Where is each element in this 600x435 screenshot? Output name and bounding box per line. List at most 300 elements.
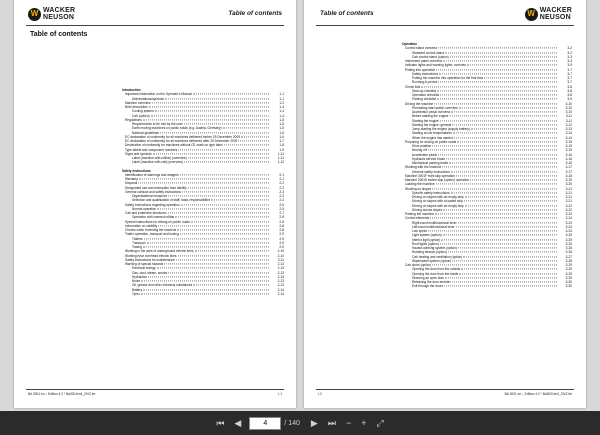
toc-entry-title: Signs and symbols <box>125 151 152 156</box>
toc-leader-dots <box>193 285 269 286</box>
toc-leader-dots <box>461 269 557 270</box>
toc-leader-dots <box>165 98 269 99</box>
toc-entry-page: 2-13 <box>277 274 284 279</box>
toc-entry-page: 1-7 <box>279 139 284 143</box>
toc-entry-title: Battery <box>132 287 143 292</box>
toc-entry-page: 2-10 <box>277 253 284 258</box>
toc-entry-title: Tyres <box>132 291 140 296</box>
toc-entry-title: Hazard warning system (option) <box>412 246 457 250</box>
toc-entry-page: 1-11 <box>277 156 284 160</box>
toc-entry-title: Cab and protective structures <box>125 211 167 215</box>
toc-entry-page: 1-5 <box>279 130 284 135</box>
toc-entry-page: 3-8 <box>567 93 572 97</box>
toc-leader-dots <box>437 90 557 91</box>
toc-entry-page: 1-11 <box>277 151 284 156</box>
next-page-icon[interactable]: ▶ <box>310 417 318 428</box>
toc-entry-page: 2-10 <box>277 249 284 254</box>
right-page <box>304 0 586 408</box>
toc-entry-title: Information on visibility <box>125 223 158 228</box>
toc-leader-dots <box>436 69 557 70</box>
page-title: Table of contents <box>30 31 88 38</box>
toc-entry-page: 1-1 <box>279 92 284 97</box>
toc-entry-page: 3-2 <box>567 50 572 55</box>
toc-leader-dots <box>441 239 557 240</box>
toc-leader-dots <box>432 188 557 189</box>
toc-leader-dots <box>238 140 269 141</box>
toc-entry-title: Label (machine with rollbar) (overview) <box>132 156 187 160</box>
brand-name-line1: WACKER <box>539 7 572 14</box>
toc-entry-title: Identification of warnings and dangers <box>125 172 179 177</box>
toc-entry-page: 1-8 <box>279 143 284 148</box>
toc-entry-page: 3-10 <box>565 110 572 114</box>
footer-page-number: I-2 <box>318 392 322 396</box>
brand-mark-icon: W <box>525 8 538 21</box>
running-head: Table of contents <box>228 10 282 17</box>
toc-leader-dots <box>184 162 269 163</box>
toc-entry-page: 3-10 <box>565 101 572 106</box>
toc-leader-dots <box>454 137 557 138</box>
toc-leader-dots <box>428 230 557 231</box>
toc-leader-dots <box>195 251 269 252</box>
toc-leader-dots <box>432 145 557 146</box>
toc-list <box>402 42 572 289</box>
toc-entry-title: Right-hand multifunctional lever <box>412 220 457 225</box>
toc-leader-dots <box>440 94 557 95</box>
toc-leader-dots <box>451 171 557 172</box>
toc-leader-dots <box>442 167 557 168</box>
toc-entry-title: Towing <box>132 245 142 249</box>
toc-leader-dots <box>153 153 269 154</box>
toc-leader-dots <box>143 246 269 247</box>
toc-entry-title: Operation checklist <box>412 93 440 97</box>
toc-entry-page: 3-11 <box>565 118 572 123</box>
toc-entry-title: Interior light (option) <box>412 237 441 242</box>
toc-entry-title: Brief description <box>125 105 148 109</box>
toc-leader-dots <box>463 256 557 257</box>
toc-leader-dots <box>445 277 557 278</box>
toc-entry-title: Safety instructions regarding operation <box>125 202 180 207</box>
toc-leader-dots <box>182 191 269 192</box>
toc-leader-dots <box>445 52 557 53</box>
page-total: / 140 <box>284 419 300 427</box>
toc-entry-page: 3-21 <box>565 190 572 195</box>
toc-list <box>122 88 284 296</box>
toc-entry-page: 1-1 <box>279 96 284 101</box>
toc-entry-title: Starting at low temperatures <box>412 131 452 136</box>
toc-entry-title: Opening the door from the outside <box>412 267 461 272</box>
toc-leader-dots <box>443 60 557 61</box>
toc-entry-page: 3-5 <box>567 63 572 68</box>
toc-entry-page: 3-10 <box>565 105 572 110</box>
header-rule <box>316 25 574 26</box>
toc-entry-title: Electrical energy <box>132 266 156 271</box>
toc-entry-title: Oil, grease and other chemical substances <box>132 283 193 288</box>
toc-entry-page: 2-13 <box>277 262 284 266</box>
toc-leader-dots <box>453 133 557 134</box>
toc-leader-dots <box>436 184 557 185</box>
toc-entry-title: Disposal <box>125 181 138 186</box>
toc-leader-dots <box>439 73 557 74</box>
toc-leader-dots <box>152 102 269 103</box>
toc-leader-dots <box>443 209 557 210</box>
toc-leader-dots <box>141 293 269 294</box>
toc-entry-title: Exit through the doors <box>412 284 444 289</box>
toc-entry-page: 3-27 <box>565 254 572 259</box>
toc-entry-page: 3-15 <box>565 144 572 148</box>
toc-entry-title: Organizational measures <box>132 194 168 198</box>
toc-entry-page: 3-28 <box>565 258 572 263</box>
toc-leader-dots <box>143 289 269 290</box>
toc-entry-page: 2-8 <box>279 228 284 232</box>
toc-entry-title: Important information on the Operator's Manual <box>125 92 192 97</box>
toc-leader-dots <box>176 259 269 260</box>
toc-leader-dots <box>451 111 557 112</box>
toc-leader-dots <box>457 141 557 142</box>
toc-leader-dots <box>434 103 557 104</box>
toc-entry-page: 2-14 <box>277 291 284 296</box>
first-page-icon[interactable]: ⏮ <box>216 417 225 428</box>
toc-leader-dots <box>471 128 557 129</box>
toc-entry-title: Start-up checklist <box>412 88 437 93</box>
toc-entry-page: 3-24 <box>565 229 572 233</box>
toc-leader-dots <box>177 229 269 230</box>
toc-entry-title: Putting the machine into operation for the first time <box>412 76 484 80</box>
toc-entry-title: Instrument panel overview <box>405 59 443 63</box>
toc-leader-dots <box>144 238 269 239</box>
toc-entry-title: Operation with lowered rollbar <box>132 215 175 220</box>
toc-entry-title: Accelerator pedal <box>412 152 437 157</box>
toc-entry[interactable] <box>122 292 284 296</box>
toc-leader-dots <box>465 205 557 206</box>
toc-leader-dots <box>151 115 269 116</box>
toc-entry-page: 3-29 <box>565 275 572 280</box>
toc-entry-title: Machine 3001F front skip operation <box>405 173 455 178</box>
toc-entry-title: Operation <box>402 42 418 46</box>
toc-entry-page: 3-22 <box>565 207 572 212</box>
toc-entry-page: 2-8 <box>279 215 284 220</box>
toc-entry-title: National guidelines <box>132 130 159 135</box>
toc-entry-page: 2-3 <box>279 194 284 198</box>
toc-entry-title: Working on slopes <box>405 186 432 191</box>
toc-leader-dots <box>428 150 557 151</box>
toc-leader-dots <box>188 187 269 188</box>
toc-entry-title: Cab (option) <box>132 113 150 118</box>
toc-entry-title: Indicator lights and warning lights: overview <box>405 63 467 68</box>
toc-entry-page: 3-30 <box>565 284 572 289</box>
toc-leader-dots <box>464 201 557 202</box>
toc-entry-title: Noise <box>132 279 141 283</box>
toc-entry-page: 3-25 <box>565 237 572 242</box>
toc-entry-title: Selection and qualification of staff, basic responsibilities <box>132 198 211 203</box>
toc-leader-dots <box>178 255 270 256</box>
toc-entry-page: 2-4 <box>279 198 284 203</box>
toc-leader-dots <box>458 247 557 248</box>
toc-leader-dots <box>191 221 269 222</box>
toc-leader-dots <box>223 128 269 129</box>
toc-entry-page: 3-30 <box>565 280 572 284</box>
toc-entry-title: Trailer operation, transport and towing <box>125 232 179 237</box>
toc-entry-page: 3-9 <box>567 97 572 102</box>
toc-entry-page: 2-9 <box>279 240 284 245</box>
toc-entry-title: Rotating beacon (option) <box>412 250 447 255</box>
toc-leader-dots <box>149 106 269 107</box>
toc-leader-dots <box>224 145 269 146</box>
toc-leader-dots <box>440 120 557 121</box>
toc-leader-dots <box>484 77 557 78</box>
toc-entry-title: Checks when reversing the machine <box>125 228 177 232</box>
brand-name-line2: NEUSON <box>539 14 571 21</box>
toc-entry-page: 2-8 <box>279 223 284 228</box>
toc-leader-dots <box>435 213 557 214</box>
toc-leader-dots <box>452 124 557 125</box>
last-page-icon[interactable]: ⏭ <box>327 417 336 428</box>
toc-leader-dots <box>459 273 557 274</box>
toc-entry-page: 3-21 <box>565 186 572 191</box>
toc-entry-page: 3-14 <box>565 131 572 136</box>
toc-entry-title: Hydraulic service brake <box>412 156 446 161</box>
toc-entry-title: Introduction <box>122 88 141 92</box>
toc-entry-title: Driving on slopes with an empty skip <box>412 203 464 208</box>
toc-leader-dots <box>448 252 557 253</box>
toc-leader-dots <box>430 218 557 219</box>
toc-entry-title: Parking checklist <box>412 97 436 102</box>
toc-leader-dots <box>180 174 269 175</box>
toc-entry-title: Warranty <box>125 177 138 181</box>
toc-leader-dots <box>456 226 557 227</box>
brand-logo <box>28 7 75 21</box>
running-head: Table of contents <box>320 10 374 17</box>
toc-leader-dots <box>175 217 269 218</box>
toc-leader-dots <box>155 111 269 112</box>
toc-leader-dots <box>451 192 557 193</box>
toc-entry-title: General conduct and safety instructions <box>125 189 181 194</box>
toc-entry-page: 2-9 <box>279 236 284 241</box>
toc-entry-page: 2-1 <box>279 177 284 181</box>
toc-entry-page: 1-5 <box>279 122 284 126</box>
toc-entry-page: 3-3 <box>567 54 572 59</box>
toc-entry-title: EC declaration of conformity for all machines delivered before 29 December 2009 <box>125 134 240 139</box>
toc-entry-title: Putting into operation <box>405 67 436 72</box>
toc-leader-dots <box>178 149 269 150</box>
toc-entry-page: 3-12 <box>565 122 572 127</box>
toc-entry-title: Warning of special hazards <box>125 262 164 266</box>
zoom-in-icon[interactable]: + <box>361 418 367 428</box>
toc-entry-title: Special instructions for driving on public roads <box>125 219 190 224</box>
toc-entry-title: Hydraulics <box>132 274 147 279</box>
toc-entry-page: 2-3 <box>279 185 284 190</box>
toc-entry-title: Requirements to be met by the user <box>132 122 183 126</box>
toc-entry-title: Cooling system <box>132 109 154 114</box>
toc-entry-title: Label (machine with cab) (overview) <box>132 160 184 165</box>
toc-leader-dots <box>450 116 557 117</box>
toc-entry-title: Working near overhead electric lines <box>125 253 177 258</box>
toc-entry-page: 3-8 <box>567 84 572 89</box>
toc-entry-page: 2-9 <box>279 245 284 249</box>
toc-leader-dots <box>157 208 269 209</box>
toc-entry-page: 3-11 <box>565 114 572 119</box>
toc-leader-dots <box>421 86 557 87</box>
toc-entry-title: Releasing the door arrester <box>412 280 451 284</box>
toc-entry-title: Specific safety instructions <box>412 190 450 195</box>
toc-entry-page: 3-17 <box>565 169 572 174</box>
toc-entry-page: 1-4 <box>279 105 284 109</box>
footer-edition: BA 3001 en – Edition 4.2 * Ba3001en4_2IVZ.fm <box>504 392 572 396</box>
toc-entry-title: Cab heating and ventilation (option) <box>412 254 463 259</box>
toc-entry-page: 2-2 <box>279 181 284 186</box>
toc-entry-page: 3-25 <box>565 233 572 238</box>
toc-leader-dots <box>440 243 557 244</box>
toc-leader-dots <box>180 234 269 235</box>
toc-leader-dots <box>465 196 557 197</box>
toc-leader-dots <box>141 280 269 281</box>
toc-entry-title: Starting the engine: general <box>412 122 452 127</box>
toc-entry-title: Regulations <box>125 117 142 122</box>
toc-leader-dots <box>456 175 557 176</box>
toc-entry-page: 3-24 <box>565 224 572 229</box>
previous-page-icon[interactable]: ◀ <box>234 417 242 428</box>
toc-entry-page: 3-13 <box>565 127 572 131</box>
toc-leader-dots <box>157 268 269 269</box>
toc-entry-title: Low speed <box>412 229 428 233</box>
toc-entry-page: 2-5 <box>279 206 284 211</box>
brand-logo <box>525 7 572 21</box>
toc-entry-page: 3-7 <box>567 71 572 76</box>
toc-leader-dots <box>168 195 269 196</box>
toc-entry-page: 3-24 <box>565 220 572 225</box>
toc-entry-page: 2-13 <box>277 270 284 275</box>
toc-leader-dots <box>438 48 557 49</box>
toc-entry-page: 3-16 <box>565 161 572 165</box>
toc-entry-title: Jump-starting the engine (supply battery) <box>412 127 470 131</box>
toc-entry-page: 3-21 <box>565 195 572 199</box>
toc-entry-page: 3-22 <box>565 203 572 208</box>
toc-entry-title: Loading the machine <box>405 182 435 187</box>
toc-entry-page: 1-9 <box>279 147 284 152</box>
toc-entry-page: 2-13 <box>277 283 284 288</box>
toc-entry-page: 2-11 <box>277 257 284 262</box>
toc-entry-page: 2-7 <box>279 211 284 215</box>
brand-mark-icon: W <box>28 8 41 21</box>
toc-entry-page: 3-26 <box>565 250 572 255</box>
toc-leader-dots <box>452 281 557 282</box>
toc-entry-title: General safety instructions <box>412 169 450 174</box>
toc-entry-title: Parking the machine <box>405 212 435 216</box>
toc-entry-title: Standard control stand <box>412 50 445 55</box>
toc-leader-dots <box>143 119 269 120</box>
toc-leader-dots <box>168 212 269 213</box>
toc-entry-title: Declaration of conformity for machines without CE mark on type label <box>125 143 223 148</box>
toc-leader-dots <box>438 154 557 155</box>
toc-entry-page: 3-14 <box>565 135 572 140</box>
toc-leader-dots <box>241 136 269 137</box>
toc-entry-page: 3-16 <box>565 156 572 161</box>
toc-leader-dots <box>147 242 269 243</box>
toc-entry-page: 3-24 <box>565 216 572 221</box>
toc-entry-page: 1-5 <box>279 126 284 131</box>
toc-entry-page: 3-7 <box>567 67 572 72</box>
toc-entry-page: 1-12 <box>277 160 284 165</box>
toc-entry[interactable] <box>402 284 572 288</box>
footer-page-number: I-1 <box>278 392 282 396</box>
toc-entry-title: Machine overview <box>125 100 151 105</box>
brand-name-line2: NEUSON <box>43 14 75 21</box>
toc-entry-page: 3-19 <box>565 178 572 182</box>
toc-entry-title: Mechanical parking brake <box>412 161 449 165</box>
toc-leader-dots <box>193 94 269 95</box>
toc-entry-title: Designated use and exemption from liability <box>125 185 187 190</box>
toc-leader-dots <box>437 99 557 100</box>
toc-leader-dots <box>449 162 557 163</box>
toc-entry-title: Accelerator pedal overview <box>412 110 451 114</box>
toc-entry-title: Running-in period <box>412 80 438 85</box>
toc-entry-title: Transport <box>132 240 146 245</box>
toc-entry-title: Normal operation <box>132 206 157 211</box>
toc-leader-dots <box>450 56 557 57</box>
toc-entry-page: 3-7 <box>567 76 572 80</box>
toc-leader-dots <box>452 260 557 261</box>
toc-entry-page: 2-5 <box>279 202 284 207</box>
toc-entry-title: Driving on slopes with a loaded skip <box>412 199 463 204</box>
toc-entry-page: 3-7 <box>567 80 572 85</box>
toc-entry-title: Trailers <box>132 236 143 241</box>
toc-entry-title: Cab doors (option) <box>405 263 432 267</box>
toc-entry-title: Working in the area of underground electric lines <box>125 249 194 254</box>
toc-entry-page: 1-5 <box>279 117 284 122</box>
toc-entry-title: Safety instructions for maintenance <box>125 257 175 262</box>
toc-entry-page: 3-4 <box>567 59 572 63</box>
toc-entry-title: Wiper/wash system (option) <box>412 258 452 263</box>
toc-entry-page: 1-2 <box>279 100 284 105</box>
toc-entry-page: 3-15 <box>565 139 572 144</box>
toc-entry-page: 2-1 <box>279 172 284 177</box>
toc-leader-dots <box>438 82 557 83</box>
viewer-toolbar <box>0 411 600 435</box>
toc-entry-title: Opening the door from the inside <box>412 271 459 276</box>
toc-entry-page: 2-14 <box>277 287 284 292</box>
footer-rule <box>316 389 574 390</box>
toc-entry-title: Machine 3001S swivel skip (option) operation <box>405 178 470 182</box>
toc-entry-title: Safety instructions <box>122 168 151 173</box>
toc-entry-title: Safety instructions <box>412 71 439 76</box>
toc-leader-dots <box>459 107 557 108</box>
zoom-out-icon[interactable]: − <box>345 418 352 428</box>
toc-entry-title: Cab control stand (option) <box>412 54 449 59</box>
toc-entry-page: 3-18 <box>565 173 572 178</box>
header-rule <box>26 25 284 26</box>
toc-entry-title: Left-hand multifunctional lever <box>412 224 455 229</box>
toc-entry-title: Driving on slopes with an empty skip <box>412 195 464 199</box>
toc-entry-page: 3-21 <box>565 199 572 204</box>
toc-entry-page: 3-23 <box>565 212 572 216</box>
toc-entry-title: Roof lights (option) <box>412 241 439 246</box>
toc-entry-title: Gas, dust, steam, smoke <box>132 270 168 275</box>
toc-entry-title: Moving off <box>412 148 427 153</box>
fit-page-icon[interactable]: ⤢ <box>376 417 384 428</box>
toc-entry-page: 3-29 <box>565 263 572 267</box>
toc-leader-dots <box>432 264 557 265</box>
toc-entry-title: Abbreviations/symbols <box>132 96 164 101</box>
page-number-input[interactable]: 4 <box>249 417 281 430</box>
toc-entry-title: Working with the machine <box>405 165 442 170</box>
brand-name-line1: WACKER <box>43 7 76 14</box>
left-page <box>14 0 296 408</box>
toc-entry-page: 2-9 <box>279 232 284 237</box>
toc-entry-title: Starting the engine <box>412 118 439 123</box>
toc-leader-dots <box>444 286 557 287</box>
toc-entry-page: 3-16 <box>565 152 572 157</box>
toc-entry-title: Drive position <box>412 144 432 148</box>
footer-edition: BA 3001 en – Edition 4.2 * Ba3001en4_2IVZ.fm <box>28 392 96 396</box>
